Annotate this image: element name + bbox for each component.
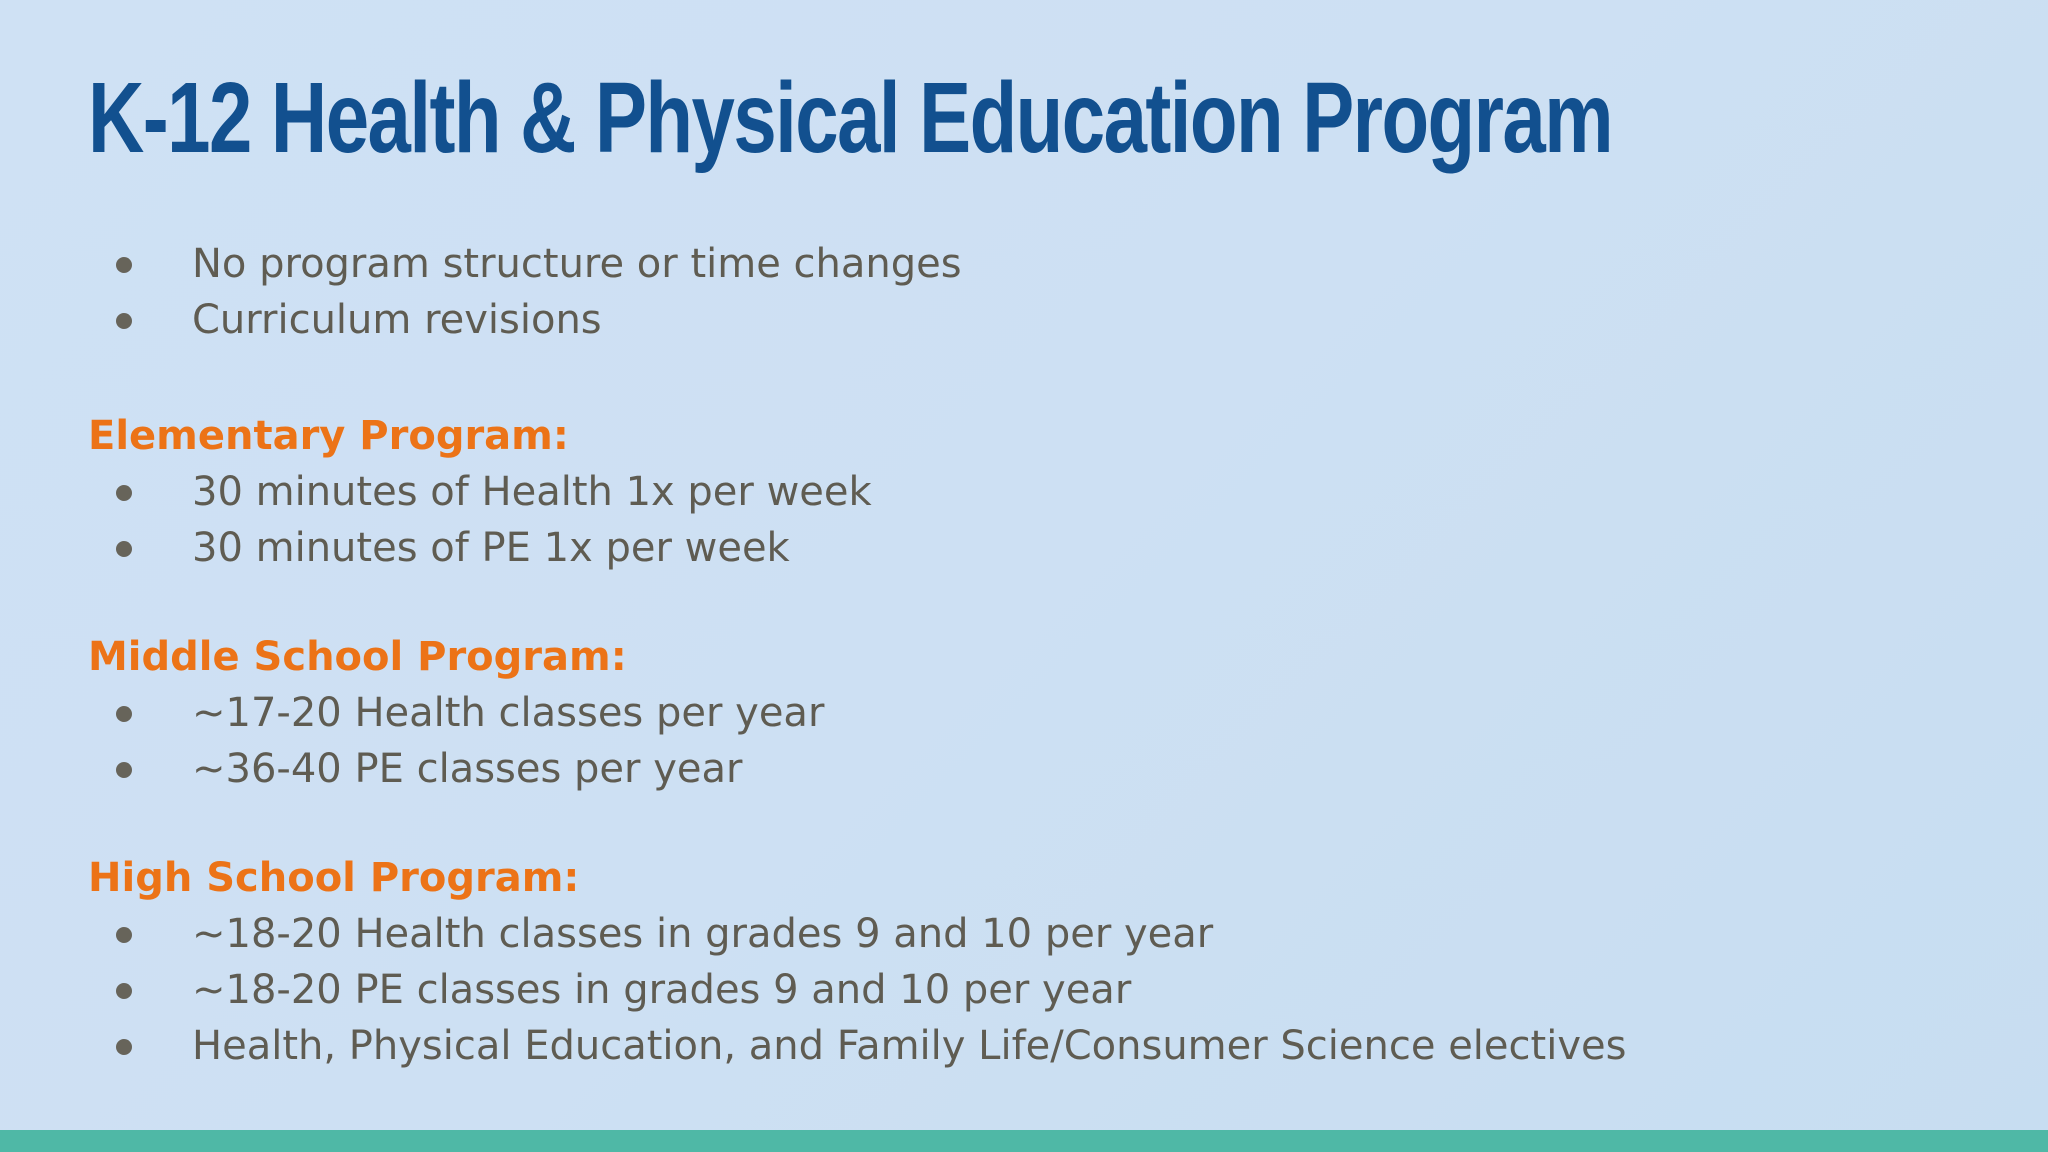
- bullet-icon: [116, 485, 132, 501]
- list-item: [88, 685, 824, 741]
- list-item: [88, 906, 1626, 962]
- intro-list: [88, 236, 962, 348]
- list-item: [88, 1018, 1626, 1074]
- list-item-text: ~18-20 PE classes in grades 9 and 10 per year: [192, 967, 1132, 1013]
- slide-title: K-12 Health & Physical Education Program: [88, 62, 1613, 174]
- high-school-section: [88, 850, 1626, 1074]
- list-item-text: 30 minutes of PE 1x per week: [192, 525, 790, 571]
- section-list: [88, 906, 1626, 1074]
- bullet-icon: [116, 257, 132, 273]
- list-item: [88, 236, 962, 292]
- section-list: [88, 685, 824, 797]
- list-item-text: ~18-20 Health classes in grades 9 and 10 per year: [192, 911, 1214, 957]
- list-item: [88, 962, 1626, 1018]
- list-item-text: Health, Physical Education, and Family Life/Consumer Science electives: [192, 1023, 1627, 1069]
- bullet-icon: [116, 541, 132, 557]
- list-item-text: 30 minutes of Health 1x per week: [192, 469, 872, 515]
- bullet-icon: [116, 1039, 132, 1055]
- list-item: [88, 292, 962, 348]
- list-item-text: ~17-20 Health classes per year: [192, 690, 825, 736]
- list-item: [88, 464, 872, 520]
- list-item: [88, 741, 824, 797]
- list-item-text: ~36-40 PE classes per year: [192, 746, 743, 792]
- section-heading: Elementary Program:: [88, 413, 569, 459]
- bullet-icon: [116, 983, 132, 999]
- intro-block: [88, 236, 962, 348]
- list-item-text: No program structure or time changes: [192, 241, 962, 287]
- section-heading: High School Program:: [88, 855, 580, 901]
- elementary-section: [88, 408, 872, 576]
- bottom-accent-bar: [0, 1130, 2048, 1152]
- section-heading: Middle School Program:: [88, 634, 627, 680]
- list-item-text: Curriculum revisions: [192, 297, 602, 343]
- bullet-icon: [116, 313, 132, 329]
- bullet-icon: [116, 762, 132, 778]
- middle-school-section: [88, 629, 824, 797]
- bullet-icon: [116, 706, 132, 722]
- section-list: [88, 464, 872, 576]
- bullet-icon: [116, 927, 132, 943]
- list-item: [88, 520, 872, 576]
